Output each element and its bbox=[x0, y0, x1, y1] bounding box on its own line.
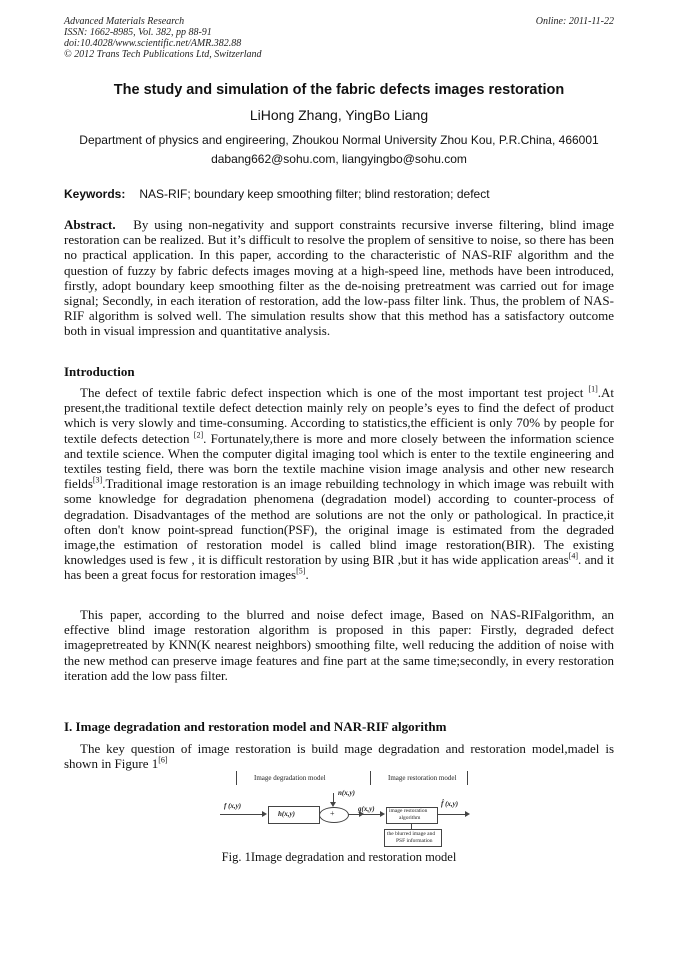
copyright: © 2012 Trans Tech Publications Ltd, Switzerland bbox=[64, 49, 262, 60]
figure-1-caption: Fig. 1Image degradation and restoration model bbox=[221, 850, 457, 864]
emails: dabang662@sohu.com, liangyingbo@sohu.com bbox=[211, 152, 467, 166]
arrow-line bbox=[437, 814, 467, 815]
g-label: g(x,y) bbox=[358, 805, 375, 813]
h-box-label: h(x,y) bbox=[278, 810, 295, 818]
abstract bbox=[64, 217, 614, 339]
plus-sign: + bbox=[330, 809, 335, 818]
arrow-head-icon bbox=[380, 811, 385, 817]
keywords-label: Keywords: bbox=[64, 187, 126, 201]
citation: [2] bbox=[193, 430, 204, 440]
issn: ISSN: 1662-8985, Vol. 382, pp 88-91 bbox=[64, 27, 212, 38]
intro-paragraph-1 bbox=[64, 385, 614, 583]
restoration-box-line-1: image restoration bbox=[389, 808, 428, 814]
abstract-label: Abstract. bbox=[64, 217, 116, 232]
noise-label: n(x,y) bbox=[338, 789, 355, 797]
figure-1-diagram bbox=[212, 771, 474, 849]
info-box-line-2: PSF information bbox=[396, 838, 433, 844]
intro-p1-text: . bbox=[305, 567, 309, 583]
intro-p1-text: The defect of textile fabric defect inspection which is one of the most important test project bbox=[80, 385, 589, 400]
citation: [5] bbox=[296, 567, 306, 577]
citation: [6] bbox=[158, 755, 168, 765]
keywords-text: NAS-RIF; boundary keep smoothing filter; blind restoration; defect bbox=[139, 187, 490, 201]
arrow-line bbox=[348, 814, 382, 815]
paper-title: The study and simulation of the fabric defects images restoration bbox=[113, 82, 565, 98]
abstract-text: By using non-negativity and support constraints recursive inverse filtering, blind image restoration can be realized. But it’s difficult to resolve the proplem of sensitive to noise, so there has been no practical application. In this paper, according to the characteristic of NAS-RIF algorithm and the question of fuzzy by fabric defects images moving at a high-speed line, methods have been introduced, firstly, adopt boundary keep smoothing filter as the de-noising pretreatment was carried out for image signal; Secondly, in each iteration of restoration, add the low-pass filter link. Thus, the problem of NAS-RIF algorithm is solved well. The simulation results show that this method has a satisfactory outcome both in visual impression and quantitative analysis. bbox=[64, 217, 615, 339]
section-1-paragraph bbox=[64, 741, 614, 771]
arrow-head-icon bbox=[262, 811, 267, 817]
intro-p1-text: . Fortunately,there is more and more closely between the information science and textile science. When the computer digital imaging tool which is enter to the textile engineering and textiles testing field, there was born the textile machine vision image analysis and other new research fields bbox=[64, 430, 615, 492]
intro-paragraph-2 bbox=[64, 607, 614, 683]
section-1-text: The key question of image restoration is build mage degradation and restoration model,madel is shown in Figure 1 bbox=[64, 741, 614, 772]
journal-name: Advanced Materials Research bbox=[64, 16, 185, 27]
intro-p1-text: .At present,the traditional textile defect detection mainly rely on people’s eyes to find the defect of product which is very slowly and time-consuming. According to statistics,the efficient is only 70% by people for textile defects detection bbox=[64, 385, 614, 446]
arrow-head-icon bbox=[465, 811, 470, 817]
online-date: Online: 2011-11-22 bbox=[535, 16, 614, 27]
section-1-heading: I. Image degradation and restoration model and NAR-RIF algorithm bbox=[64, 719, 447, 734]
restoration-box-line-2: algorithm bbox=[399, 815, 421, 821]
arrow-line bbox=[220, 814, 264, 815]
citation: [3] bbox=[92, 475, 103, 485]
restoration-model-label: Image restoration model bbox=[388, 774, 457, 782]
intro-p2-text: This paper, according to the blurred and noise defect image, Based on NAS-RIFalgorithm, an effective blind image restoration algorithm is proposed in this paper: Firstly, degraded defect imagepretreated by KNN(K nearest neighbors) smoothing filte, well reducing the addition of noise with the new method can preserve image features and fine part at the same time;secondly, in every restoration iteration add the low pass filter. bbox=[64, 607, 614, 683]
output-label: f̂ (x,y) bbox=[441, 800, 459, 808]
keywords bbox=[64, 187, 490, 201]
affiliation: Department of physics and engireering, Zhoukou Normal University Zhou Kou, P.R.China, 466001 bbox=[79, 133, 599, 147]
authors: LiHong Zhang, YingBo Liang bbox=[249, 107, 429, 123]
citation: [4] bbox=[568, 551, 579, 561]
input-label: f (x,y) bbox=[224, 802, 242, 810]
doi: doi:10.4028/www.scientific.net/AMR.382.88 bbox=[64, 38, 242, 49]
intro-p1-text: . and it has been a great focus for restoration images bbox=[64, 552, 614, 583]
intro-p1-text: .Traditional image restoration is an image rebuilding technology in which image was rebuilt with some knowledge for degradation phenomena (degradation model) according to counter-process of degradation. Disadvantages of the method are solutions are not the only or pathological. In practice,it often don't know point-spread function(PSF), the original image is estimated from the degraded image,the estimation of restoration model is called blind image restoration(BIR). The existing knowledges used is few , it is difficult restoration by using BIR ,but it has wide application areas bbox=[64, 476, 614, 568]
intro-heading: Introduction bbox=[64, 364, 135, 379]
degradation-model-label: Image degradation model bbox=[254, 774, 326, 782]
citation: [1] bbox=[588, 384, 598, 394]
info-box-line-1: the blurred image and bbox=[387, 831, 436, 837]
